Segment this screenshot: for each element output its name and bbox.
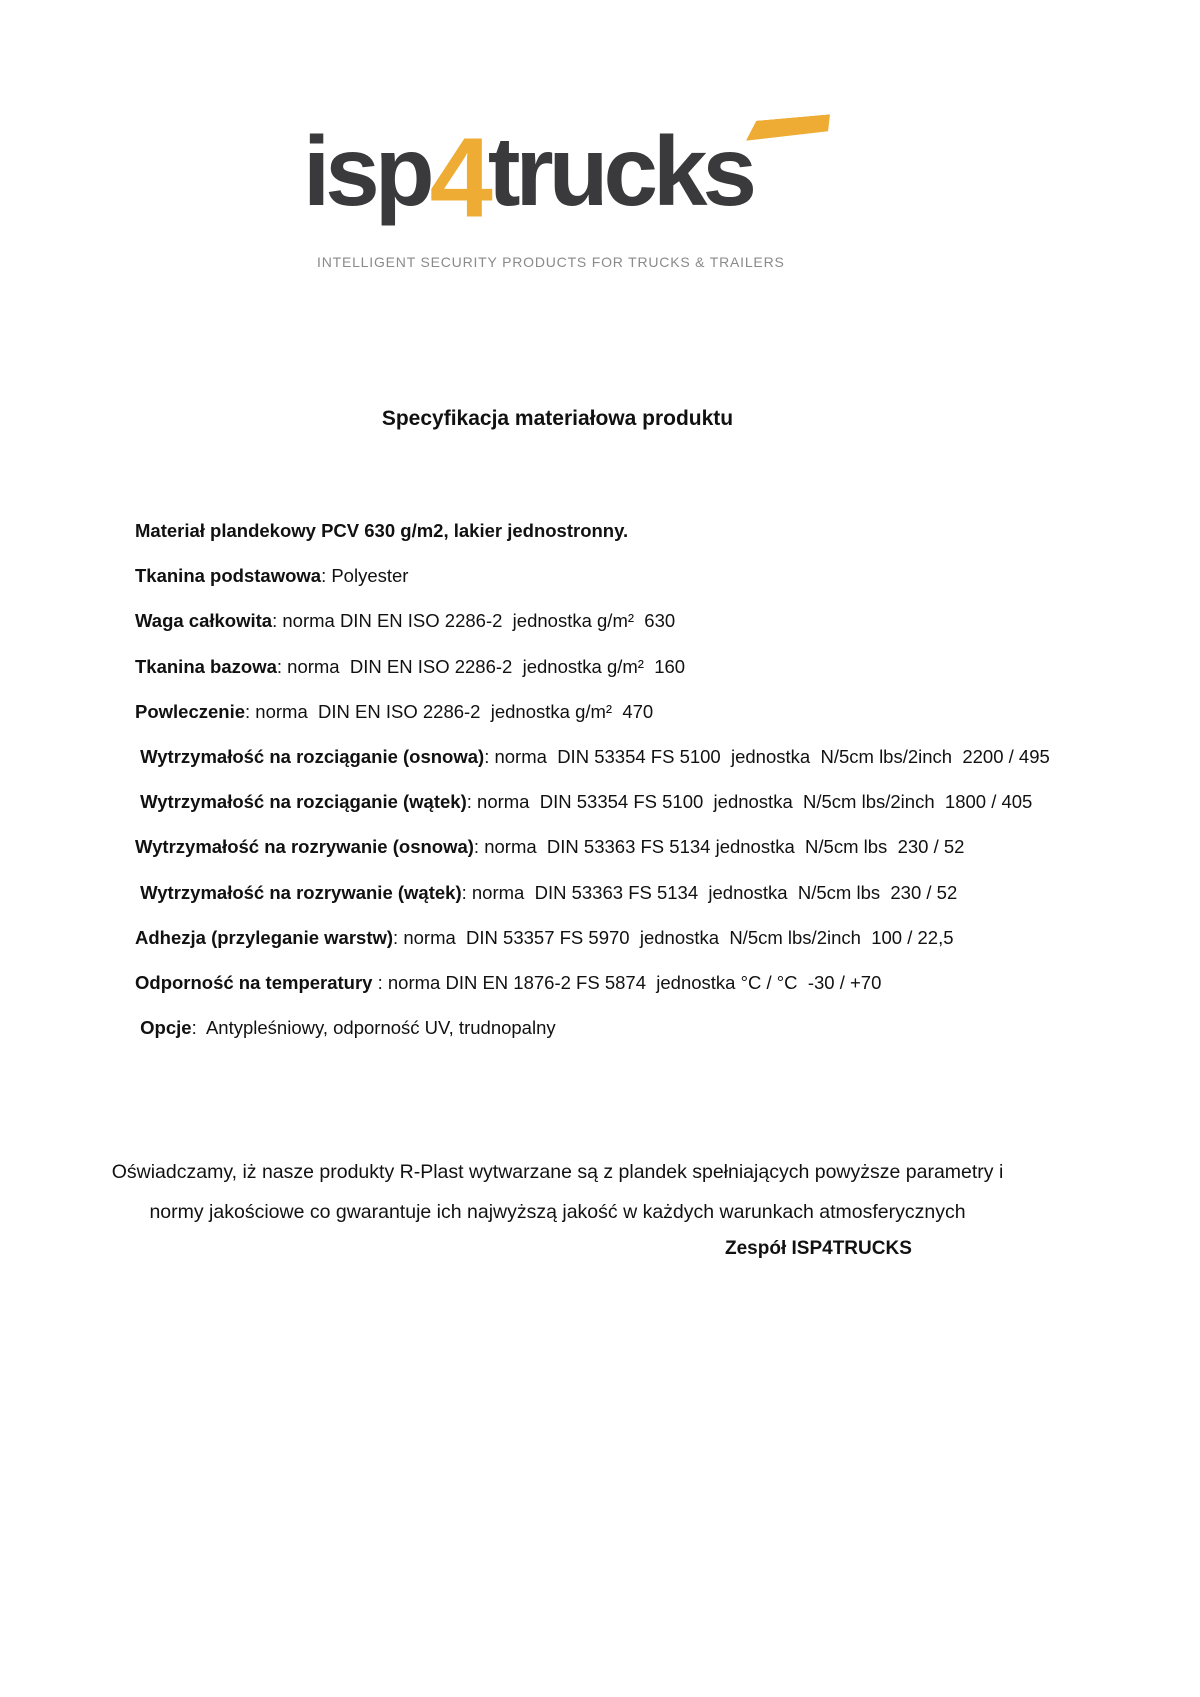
- spec-line-rozciaganie-watek: [135, 779, 1175, 824]
- spec-value: : Antypleśniowy, odporność UV, trudnopalny: [191, 1017, 556, 1039]
- spec-value: : norma DIN 53354 FS 5100 jednostka N/5cm lbs/2inch 2200 / 495: [484, 746, 1050, 768]
- spec-value: : norma DIN 53363 FS 5134 jednostka N/5cm lbs 230 / 52: [473, 836, 965, 858]
- spec-value: : norma DIN 53357 FS 5970 jednostka N/5cm lbs/2inch 100 / 22,5: [393, 926, 954, 948]
- spec-list: [135, 508, 1175, 1050]
- logo-text-trucks: trucks: [487, 116, 752, 226]
- logo-text-isp: isp: [303, 116, 430, 226]
- logo-text-4: 4: [429, 114, 488, 242]
- spec-line-tkanina-podstawowa: [135, 553, 1175, 598]
- logo-text: [303, 114, 752, 242]
- intro-line: [135, 508, 1175, 553]
- spec-label: Tkanina podstawowa: [135, 565, 322, 587]
- intro-line-text: Materiał plandekowy PCV 630 g/m2, lakier jednostronny.: [135, 520, 629, 541]
- spec-label: Odporność na temperatury: [135, 972, 378, 994]
- spec-label: Wytrzymałość na rozciąganie (osnowa): [135, 746, 485, 768]
- signature: Zespół ISP4TRUCKS: [725, 1238, 912, 1259]
- spec-value: : norma DIN EN ISO 2286-2 jednostka g/m² 160: [276, 655, 686, 677]
- logo: [303, 112, 863, 270]
- spec-label: Powleczenie: [135, 700, 246, 722]
- declaration-paragraph: [0, 1152, 1115, 1232]
- spec-line-rozciaganie-osnowa: [135, 734, 1175, 779]
- spec-label: Adhezja (przyleganie warstw): [135, 926, 394, 948]
- spec-value: : norma DIN EN ISO 2286-2 jednostka g/m² 470: [245, 700, 654, 722]
- spec-label: Wytrzymałość na rozrywanie (osnowa): [135, 836, 474, 858]
- spec-value: : norma DIN EN 1876-2 FS 5874 jednostka °C / °C -30 / +70: [377, 972, 882, 994]
- logo-swoosh-icon: [744, 114, 831, 140]
- spec-line-waga-calkowita: [135, 598, 1175, 643]
- declaration-line-1: Oświadczamy, iż nasze produkty R-Plast wytwarzane są z plandek spełniających powyższe parametry i: [111, 1161, 1004, 1183]
- spec-line-powleczenie: [135, 689, 1175, 734]
- spec-line-adhezja: [135, 915, 1175, 960]
- spec-line-rozrywanie-osnowa: [135, 824, 1175, 869]
- spec-label: Waga całkowita: [135, 610, 273, 632]
- spec-label: Tkanina bazowa: [135, 655, 277, 677]
- spec-line-opcje: [135, 1005, 1175, 1050]
- declaration-line-2: normy jakościowe co gwarantuje ich najwyższą jakość w każdych warunkach atmosferycznych: [149, 1201, 966, 1223]
- spec-value: : norma DIN EN ISO 2286-2 jednostka g/m² 630: [272, 610, 676, 632]
- spec-label: Wytrzymałość na rozrywanie (wątek): [135, 881, 462, 903]
- logo-wordmark: [303, 112, 863, 240]
- spec-line-odpornosc-temperatury: [135, 960, 1175, 1005]
- spec-line-tkanina-bazowa: [135, 644, 1175, 689]
- spec-label: Wytrzymałość na rozciąganie (wątek): [135, 791, 467, 813]
- page-title: Specyfikacja materiałowa produktu: [381, 407, 734, 430]
- spec-line-rozrywanie-watek: [135, 870, 1175, 915]
- logo-tagline: INTELLIGENT SECURITY PRODUCTS FOR TRUCKS & TRAILERS: [317, 254, 785, 270]
- spec-value: : Polyester: [321, 565, 409, 587]
- spec-value: : norma DIN 53363 FS 5134 jednostka N/5cm lbs 230 / 52: [461, 881, 958, 903]
- spec-value: : norma DIN 53354 FS 5100 jednostka N/5cm lbs/2inch 1800 / 405: [466, 791, 1033, 813]
- spec-label: Opcje: [135, 1017, 192, 1039]
